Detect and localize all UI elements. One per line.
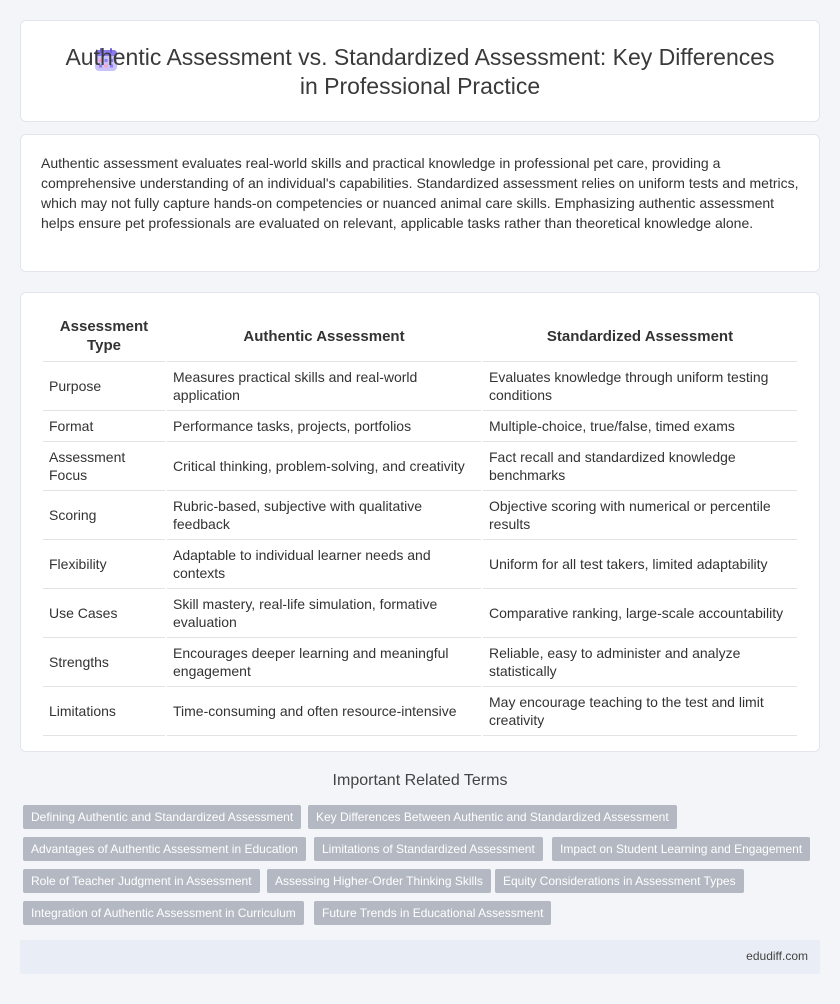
table-header-row	[43, 311, 797, 362]
related-terms-heading: Important Related Terms	[332, 772, 508, 789]
site-name[interactable]: edudiff.com	[746, 949, 808, 963]
table-cell: Strengths	[43, 638, 165, 687]
table-cell: Measures practical skills and real-world application	[167, 362, 481, 411]
table-cell: Critical thinking, problem-solving, and creativity	[167, 442, 481, 491]
table-cell: Performance tasks, projects, portfolios	[167, 411, 481, 442]
column-header: Standardized Assessment	[483, 311, 797, 362]
table-cell: Format	[43, 411, 165, 442]
table-cell: Fact recall and standardized knowledge benchmarks	[483, 442, 797, 491]
column-header: Authentic Assessment	[167, 311, 481, 362]
table-cell: Use Cases	[43, 589, 165, 638]
intro-paragraph: Authentic assessment evaluates real-world skills and practical knowledge in professional pet care, providing a comprehensive understanding of an individual's capabilities. Standardized assessment relies on uniform tests and metrics, which may not fully capture hands-on competencies or nuanced animal care skills. Emphasizing authentic assessment helps ensure pet professionals are evaluated on relevant, applicable tasks rather than theoretical knowledge alone.	[41, 155, 799, 231]
related-term-tag[interactable]: Impact on Student Learning and Engagement	[552, 837, 810, 861]
table-row	[43, 638, 797, 687]
table-row	[43, 589, 797, 638]
table-row	[43, 687, 797, 736]
related-term-tag[interactable]: Assessing Higher-Order Thinking Skills	[267, 869, 491, 893]
table-cell: Purpose	[43, 362, 165, 411]
table-cell: Adaptable to individual learner needs and contexts	[167, 540, 481, 589]
related-term-tag[interactable]: Integration of Authentic Assessment in Curriculum	[23, 901, 304, 925]
table-cell: Flexibility	[43, 540, 165, 589]
table-cell: Rubric-based, subjective with qualitative feedback	[167, 491, 481, 540]
title-card	[20, 20, 820, 122]
table-row	[43, 442, 797, 491]
table-cell: Limitations	[43, 687, 165, 736]
table-row	[43, 540, 797, 589]
comparison-table	[41, 311, 799, 736]
table-cell: Uniform for all test takers, limited adaptability	[483, 540, 797, 589]
table-cell: Objective scoring with numerical or percentile results	[483, 491, 797, 540]
table-cell: Encourages deeper learning and meaningful engagement	[167, 638, 481, 687]
related-term-tag[interactable]: Key Differences Between Authentic and Standardized Assessment	[308, 805, 677, 829]
comparison-card	[20, 292, 820, 752]
table-cell: Skill mastery, real-life simulation, formative evaluation	[167, 589, 481, 638]
related-term-tag[interactable]: Equity Considerations in Assessment Types	[495, 869, 744, 893]
table-row	[43, 491, 797, 540]
table-cell: Assessment Focus	[43, 442, 165, 491]
column-header: Assessment Type	[43, 311, 165, 362]
table-row	[43, 411, 797, 442]
table-cell: Evaluates knowledge through uniform testing conditions	[483, 362, 797, 411]
related-term-tag[interactable]: Role of Teacher Judgment in Assessment	[23, 869, 260, 893]
page-title: Authentic Assessment vs. Standardized Assessment: Key Differences in Professional Practice	[65, 44, 775, 99]
related-term-tag[interactable]: Defining Authentic and Standardized Assessment	[23, 805, 301, 829]
table-cell: Comparative ranking, large-scale accountability	[483, 589, 797, 638]
table-cell: Reliable, easy to administer and analyze statistically	[483, 638, 797, 687]
table-cell: Multiple-choice, true/false, timed exams	[483, 411, 797, 442]
table-row	[43, 362, 797, 411]
intro-card	[20, 134, 820, 272]
related-term-tag[interactable]: Limitations of Standardized Assessment	[314, 837, 543, 861]
table-cell: Time-consuming and often resource-intensive	[167, 687, 481, 736]
related-term-tag[interactable]: Advantages of Authentic Assessment in Education	[23, 837, 306, 861]
table-cell: May encourage teaching to the test and limit creativity	[483, 687, 797, 736]
related-term-tag[interactable]: Future Trends in Educational Assessment	[314, 901, 551, 925]
footer-bar	[20, 940, 820, 974]
table-cell: Scoring	[43, 491, 165, 540]
